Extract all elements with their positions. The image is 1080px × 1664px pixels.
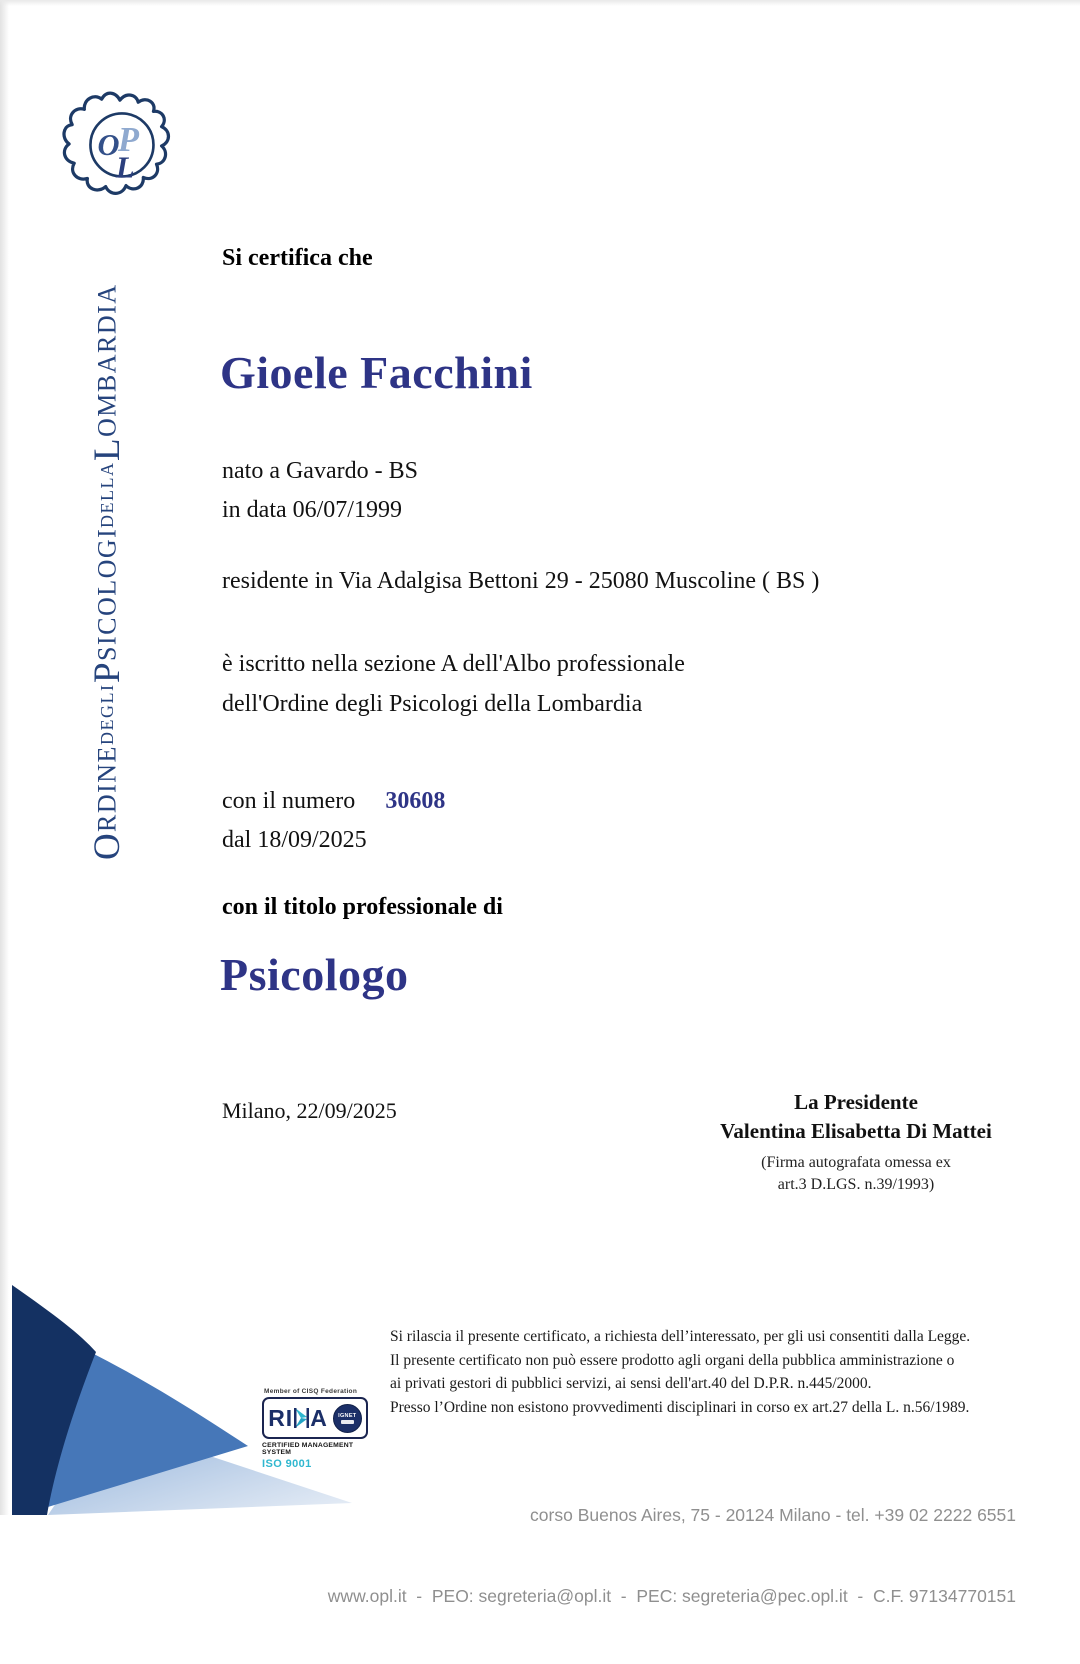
legal-line: Si rilascia il presente certificato, a richiesta dell’interessato, per gli usi consentiti dalla Legge. <box>390 1328 971 1345</box>
signature-note-line2: art.3 D.LGS. n.39/1993) <box>777 1176 935 1193</box>
legal-notice <box>390 1325 1025 1419</box>
contact-address-line: corso Buenos Aires, 75 - 20124 Milano - tel. +39 02 2222 6551 <box>530 1505 1016 1525</box>
sidebar-text-segment: DELLA <box>97 461 117 528</box>
sidebar-text-segment: P <box>87 661 128 684</box>
enrollment-line2: dell'Ordine degli Psicologi della Lombardia <box>222 691 643 717</box>
sidebar-vertical-text <box>86 210 129 860</box>
contact-block <box>328 1448 1016 1664</box>
ignet-badge-label: IGNET <box>338 1412 357 1419</box>
residence-line: residente in Via Adalgisa Bettoni 29 - 25080 Muscoline ( BS ) <box>222 568 820 594</box>
birth-block <box>222 452 418 530</box>
rina-brand-left: RI <box>268 1404 294 1431</box>
signature-note <box>680 1152 1032 1196</box>
logo-letter-l: L <box>115 150 135 185</box>
sidebar-text-segment: DEGLI <box>97 683 117 745</box>
sidebar-text-segment: SICOLOGI <box>92 527 122 662</box>
holder-name: Gioele Facchini <box>220 347 533 398</box>
signer-role: La Presidente <box>794 1090 918 1114</box>
sidebar-text-segment: RDINE <box>92 744 122 832</box>
sidebar-text-segment: OMBARDIA <box>92 283 122 438</box>
enrollment-line1: è iscritto nella sezione A dell'Albo professionale <box>222 651 685 677</box>
signature-note-line1: (Firma autografata omessa ex <box>761 1154 951 1171</box>
registration-block <box>222 782 445 860</box>
rina-brand-right: A <box>310 1404 328 1431</box>
rina-cert-text: CERTIFIED MANAGEMENT SYSTEM <box>262 1442 354 1456</box>
registration-since: dal 18/09/2025 <box>222 827 367 853</box>
signer-name: Valentina Elisabetta Di Mattei <box>720 1119 992 1143</box>
rina-member-text: Member of CISQ Federation <box>264 1388 358 1395</box>
page-top-edge-shadow <box>0 0 1080 6</box>
sidebar-text-segment: L <box>87 437 128 462</box>
legal-line: Presso l’Ordine non esistono provvedimenti disciplinari in corso ex art.27 della L. n.56/1989. <box>390 1398 970 1416</box>
enrollment-block <box>222 644 685 724</box>
signature-block <box>680 1090 1032 1196</box>
place-date: Milano, 22/09/2025 <box>222 1098 397 1123</box>
rina-iso-text: ISO 9001 <box>262 1458 312 1470</box>
logo-letter-p: P <box>117 121 139 160</box>
corner-decoration-triangles <box>0 1258 400 1515</box>
professional-title-label: con il titolo professionale di <box>222 894 503 920</box>
registration-number-line <box>222 782 445 821</box>
logo-letter-o: O <box>97 128 120 163</box>
registration-number-label: con il numero <box>222 788 356 814</box>
legal-line: Il presente certificato non può essere prodotto agli organi della pubblica amministrazione o <box>390 1351 955 1369</box>
contact-web-line: www.opl.it - PEO: segreteria@opl.it - PEC: segreteria@pec.opl.it - C.F. 97134770151 <box>327 1586 1016 1606</box>
sidebar-text-segment: O <box>87 831 128 860</box>
registration-number-value: 30608 <box>385 788 446 814</box>
certify-intro: Si certifica che <box>222 245 373 271</box>
birth-date: in data 06/07/1999 <box>222 497 402 523</box>
professional-title-value: Psicologo <box>220 949 409 1000</box>
legal-line: ai privati gestori di pubblici servizi, ai sensi dell'art.40 del D.P.R. n.445/2000. <box>390 1375 872 1392</box>
opl-gear-logo-icon <box>55 88 195 210</box>
birth-place: nato a Gavardo - BS <box>222 458 418 484</box>
